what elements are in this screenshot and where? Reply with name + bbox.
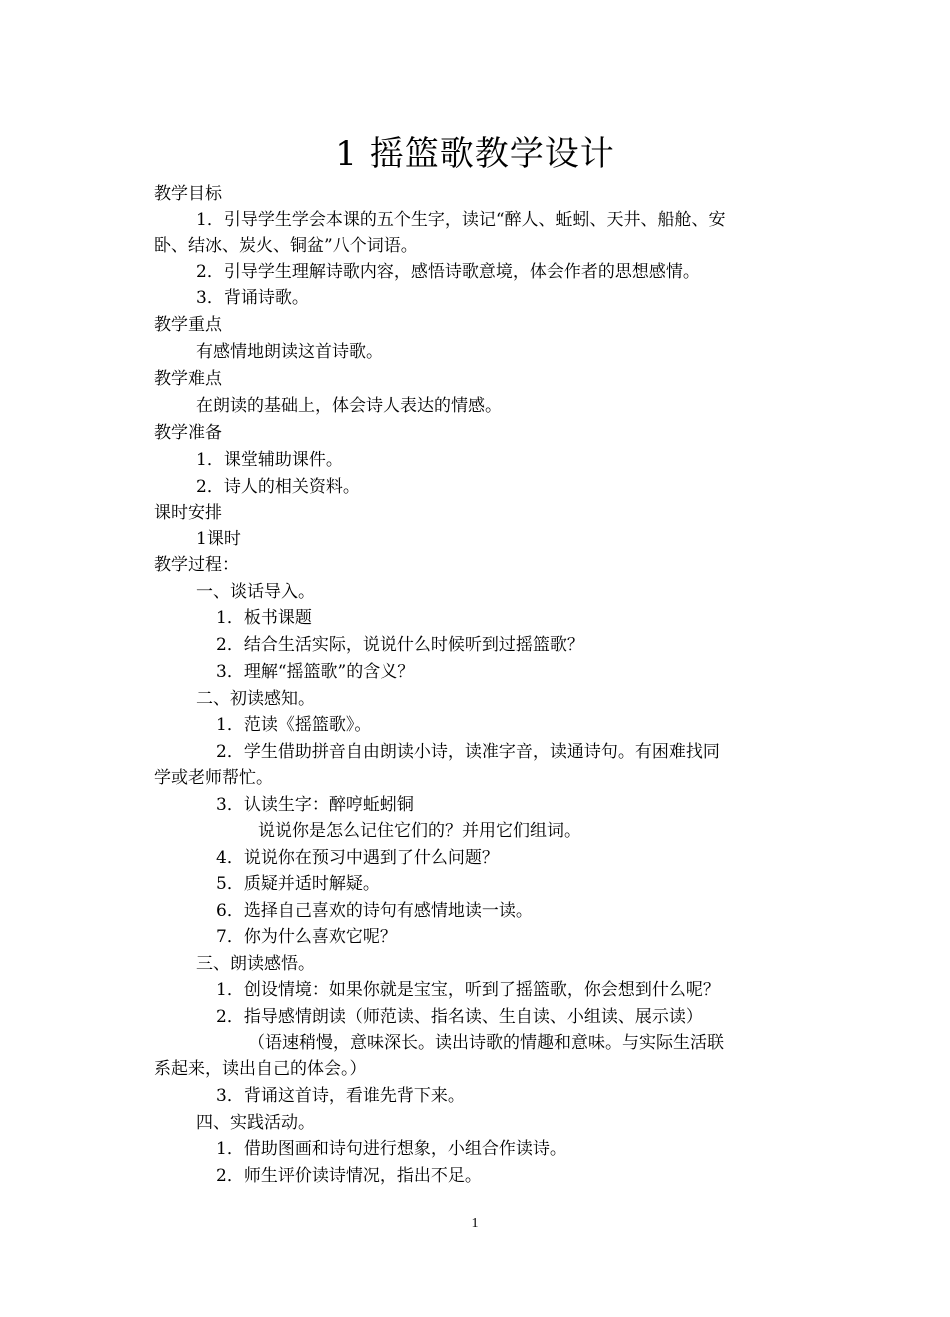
section-3-item-3: 3．背诵这首诗，看谁先背下来。: [216, 1086, 465, 1106]
section-2-heading: 二、初读感知。: [196, 689, 315, 709]
document-title: 1 摇篮歌教学设计: [335, 134, 615, 174]
section-2-item-2-line-2: 学或老师帮忙。: [154, 768, 273, 788]
section-2-item-4: 4．说说你在预习中遇到了什么问题？: [216, 848, 499, 868]
heading-preparation: 教学准备: [154, 423, 222, 443]
section-4-heading: 四、实践活动。: [196, 1113, 315, 1133]
section-3-heading: 三、朗读感悟。: [196, 954, 315, 974]
objective-1-line-2: 卧、结冰、炭火、铜盆”八个词语。: [154, 236, 418, 256]
section-4-item-2: 2．师生评价读诗情况，指出不足。: [216, 1166, 482, 1186]
section-2-item-3: 3．认读生字：醉哼蚯蚓铜: [216, 795, 414, 815]
key-points-text: 有感情地朗读这首诗歌。: [196, 342, 383, 362]
section-1-item-1: 1．板书课题: [216, 608, 312, 628]
schedule-text: 1课时: [196, 529, 241, 549]
section-2-item-5: 5．质疑并适时解疑。: [216, 874, 380, 894]
section-3-item-2-note-line-1: （语速稍慢，意味深长。读出诗歌的情趣和意味。与实际生活联: [248, 1033, 724, 1053]
section-1-heading: 一、谈话导入。: [196, 582, 315, 602]
heading-key-points: 教学重点: [154, 315, 222, 335]
difficulties-text: 在朗读的基础上，体会诗人表达的情感。: [196, 396, 502, 416]
preparation-1: 1．课堂辅助课件。: [196, 450, 343, 470]
preparation-2: 2．诗人的相关资料。: [196, 477, 360, 497]
objective-2: 2．引导学生理解诗歌内容，感悟诗歌意境，体会作者的思想感情。: [196, 262, 700, 282]
section-3-item-1: 1．创设情境：如果你就是宝宝，听到了摇篮歌，你会想到什么呢？: [216, 980, 720, 1000]
objective-1-line-1: 1．引导学生学会本课的五个生字，读记“醉人、蚯蚓、天井、船舱、安: [196, 210, 726, 230]
section-2-item-6: 6．选择自己喜欢的诗句有感情地读一读。: [216, 901, 533, 921]
section-1-item-3: 3．理解“摇篮歌”的含义？: [216, 662, 415, 682]
heading-process: 教学过程：: [154, 555, 239, 575]
section-3-item-2: 2．指导感情朗读（师范读、指名读、生自读、小组读、展示读）: [216, 1007, 703, 1027]
page-number: 1: [471, 1216, 479, 1231]
section-2-item-3-note: 说说你是怎么记住它们的？并用它们组词。: [258, 821, 581, 841]
section-2-item-2-line-1: 2．学生借助拼音自由朗读小诗，读准字音，读通诗句。有困难找同: [216, 742, 720, 762]
heading-schedule: 课时安排: [154, 503, 222, 523]
section-4-item-1: 1．借助图画和诗句进行想象，小组合作读诗。: [216, 1139, 567, 1159]
heading-difficulties: 教学难点: [154, 369, 222, 389]
objective-3: 3．背诵诗歌。: [196, 288, 309, 308]
section-2-item-1: 1．范读《摇篮歌》。: [216, 715, 372, 735]
section-1-item-2: 2．结合生活实际，说说什么时候听到过摇篮歌？: [216, 635, 584, 655]
section-2-item-7: 7．你为什么喜欢它呢？: [216, 927, 397, 947]
heading-objectives: 教学目标: [154, 184, 222, 204]
section-3-item-2-note-line-2: 系起来，读出自己的体会。）: [154, 1059, 367, 1079]
